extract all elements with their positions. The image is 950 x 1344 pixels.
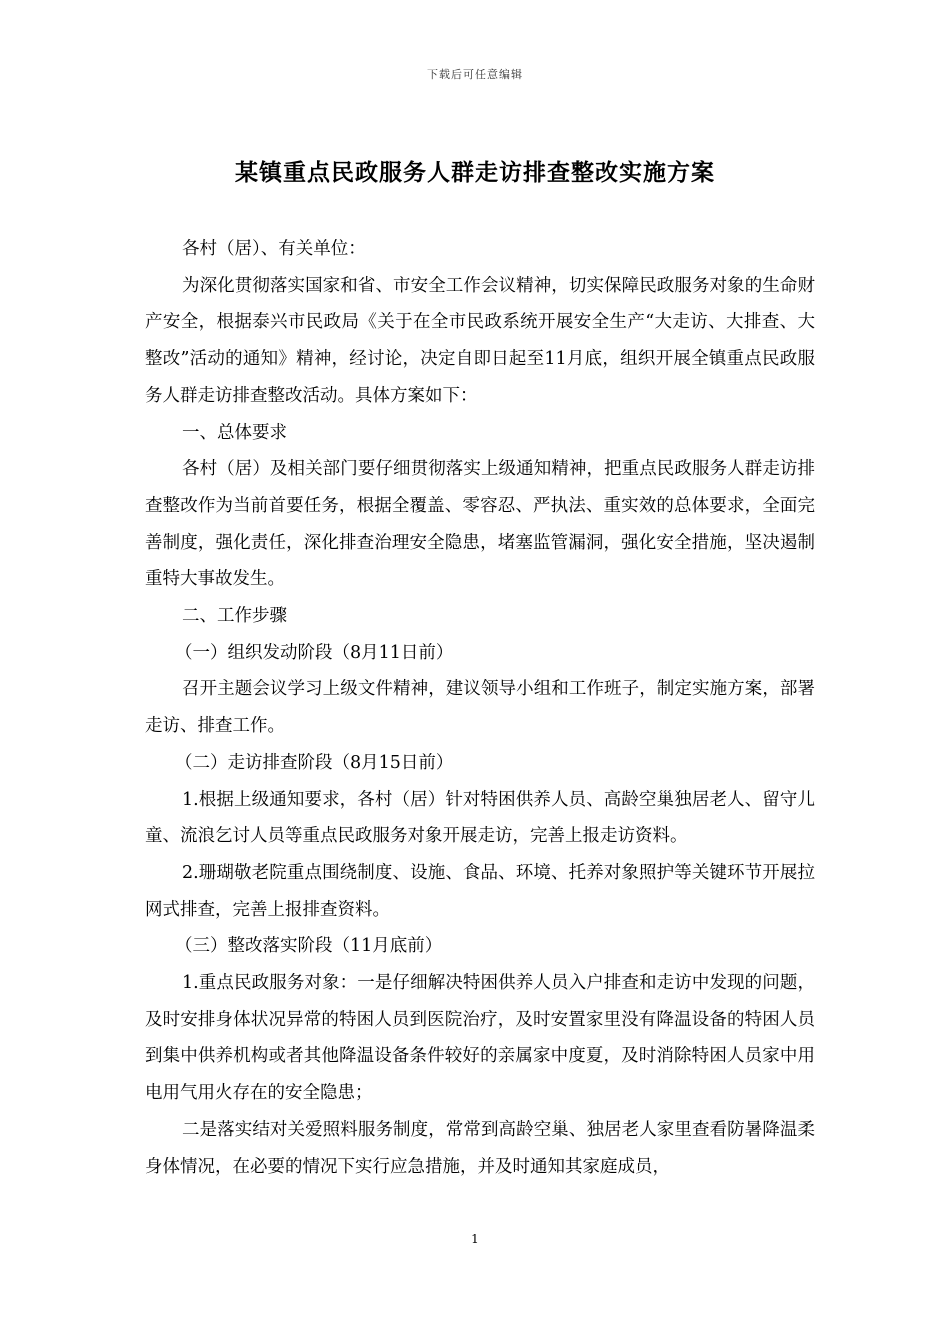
rectification-item-2-paragraph: 二是落实结对关爱照料服务制度，常常到高龄空巢、独居老人家里查看防暑降温柔身体情况，在必要的情况下实行应急措施，并及时通知其家庭成员， bbox=[145, 1119, 815, 1177]
rectification-item-1-paragraph: 1.重点民政服务对象：一是仔细解决特困供养人员入户排查和走访中发现的问题，及时安排身体状况异常的特困人员到医院治疗，及时安置家里没有降温设备的特困人员到集中供养机构或者其他降温设备条件较好的亲属家中度夏，及时消除特困人员家中用电用气用火存在的安全隐患； bbox=[145, 973, 815, 1104]
page-header-note: 下载后可任意编辑 bbox=[427, 68, 523, 81]
general-requirements-paragraph: 各村（居）及相关部门要仔细贯彻落实上级通知精神，把重点民政服务人群走访排查整改作为当前首要任务，根据全覆盖、零容忍、严执法、重实效的总体要求，全面完善制度，强化责任，深化排查治理安全隐患，堵塞监管漏洞，强化安全措施，坚决遏制重特大事故发生。 bbox=[145, 459, 815, 590]
mobilization-paragraph: 召开主题会议学习上级文件精神，建议领导小组和工作班子，制定实施方案，部署走访、排查工作。 bbox=[145, 679, 815, 737]
salutation-paragraph: 各村（居）、有关单位： bbox=[182, 239, 366, 259]
visit-item-2-paragraph: 2.珊瑚敬老院重点围绕制度、设施、食品、环境、托养对象照护等关键环节开展拉网式排查，完善上报排查资料。 bbox=[145, 862, 815, 920]
page-number: 1 bbox=[471, 1232, 479, 1246]
document-title: 某镇重点民政服务人群走访排查整改实施方案 bbox=[235, 159, 715, 186]
visit-item-1-paragraph: 1.根据上级通知要求，各村（居）针对特困供养人员、高龄空巢独居老人、留守儿童、流浪乞讨人员等重点民政服务对象开展走访，完善上报走访资料。 bbox=[145, 789, 815, 847]
document-body bbox=[145, 231, 815, 1185]
subheading-rectification-stage: （三）整改落实阶段（11月底前） bbox=[175, 936, 443, 957]
subheading-mobilization-stage: （一）组织发动阶段（8月11日前） bbox=[175, 642, 454, 663]
intro-paragraph: 为深化贯彻落实国家和省、市安全工作会议精神，切实保障民政服务对象的生命财产安全，根据泰兴市民政局《关于在全市民政系统开展安全生产“大走访、大排查、大整改”活动的通知》精神，经讨论，决定自即日起至11月底，组织开展全镇重点民政服务人群走访排查整改活动。具体方案如下： bbox=[145, 275, 815, 406]
subheading-visit-inspection-stage: （二）走访排查阶段（8月15日前） bbox=[175, 752, 454, 773]
section-heading-work-steps: 二、工作步骤 bbox=[182, 606, 287, 627]
section-heading-general-requirements: 一、总体要求 bbox=[182, 422, 287, 443]
